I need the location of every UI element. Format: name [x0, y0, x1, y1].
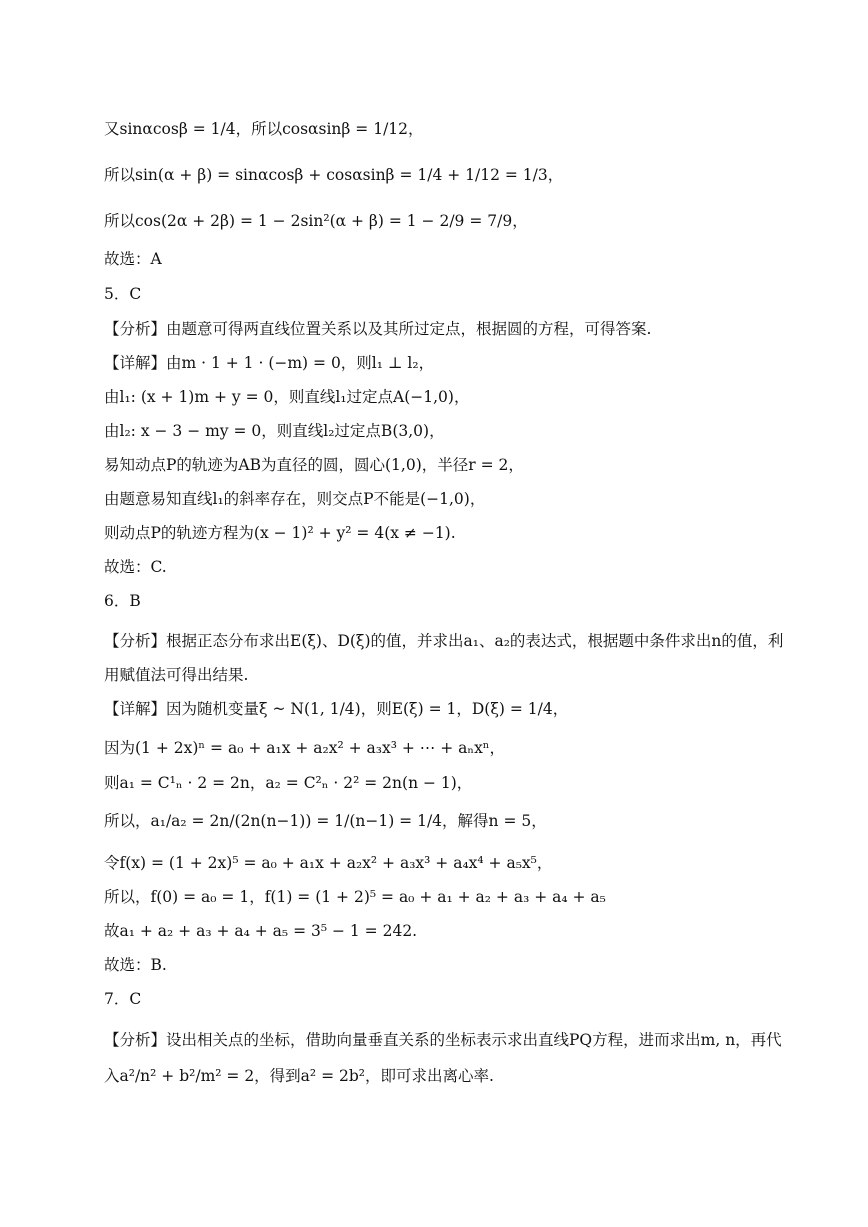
text-line: 故选：C.: [104, 558, 167, 576]
text-line: 故a₁ + a₂ + a₃ + a₄ + a₅ = 3⁵ − 1 = 242.: [104, 922, 418, 940]
text-line: 易知动点P的轨迹为AB为直径的圆，圆心(1,0)，半径r = 2，: [104, 456, 524, 474]
text-line: 则动点P的轨迹方程为(x − 1)² + y² = 4(x ≠ −1).: [104, 524, 456, 542]
text-line: 所以，a₁/a₂ = 2n/(2n(n−1)) = 1/(n−1) = 1/4，解得n = 5，: [104, 812, 547, 830]
text-line: 又sinαcosβ = 1/4，所以cosαsinβ = 1/12，: [104, 120, 424, 138]
text-line: 故选：A: [104, 250, 162, 268]
text-line: 所以，f(0) = a₀ = 1，f(1) = (1 + 2)⁵ = a₀ + a₁ + a₂ + a₃ + a₄ + a₅: [104, 888, 606, 906]
question-number: 7．C: [104, 990, 142, 1008]
question-number: 6．B: [104, 592, 141, 610]
text-line: 所以sin(α + β) = sinαcosβ + cosαsinβ = 1/4 + 1/12 = 1/3，: [104, 166, 564, 184]
text-line: 由l₂: x − 3 − my = 0，则直线l₂过定点B(3,0)，: [104, 422, 445, 440]
question-number: 5．C: [104, 285, 142, 303]
analysis-paragraph: 【分析】设出相关点的坐标，借助向量垂直关系的坐标表示求出直线PQ方程，进而求出m, n，再代入a²/n² + b²/m² = 2，得到a² = 2b²，即可求出离心率.: [104, 1031, 782, 1085]
text-line: 由题意易知直线l₁的斜率存在，则交点P不能是(−1,0)，: [104, 490, 486, 508]
text-line: 因为(1 + 2x)ⁿ = a₀ + a₁x + a₂x² + a₃x³ + ⋯ + aₙxⁿ，: [104, 739, 506, 757]
analysis-paragraph: 【分析】由题意可得两直线位置关系以及其所过定点，根据圆的方程，可得答案.: [104, 320, 652, 338]
analysis-paragraph: 【分析】根据正态分布求出E(ξ)、D(ξ)的值，并求出a₁、a₂的表达式，根据题中条件求出n的值，利用赋值法可得出结果.: [104, 632, 784, 684]
text-line: 所以cos(2α + 2β) = 1 − 2sin²(α + β) = 1 − 2/9 = 7/9，: [104, 212, 528, 230]
detail-paragraph: 【详解】因为随机变量ξ ~ N(1, 1/4)，则E(ξ) = 1，D(ξ) = 1/4，: [104, 700, 569, 718]
text-line: 则a₁ = C¹ₙ · 2 = 2n，a₂ = C²ₙ · 2² = 2n(n − 1)，: [104, 774, 473, 792]
text-line: 令f(x) = (1 + 2x)⁵ = a₀ + a₁x + a₂x² + a₃x³ + a₄x⁴ + a₅x⁵，: [104, 854, 553, 872]
text-line: 故选：B.: [104, 956, 167, 974]
text-line: 由l₁: (x + 1)m + y = 0，则直线l₁过定点A(−1,0)，: [104, 388, 470, 406]
detail-paragraph: 【详解】由m · 1 + 1 · (−m) = 0，则l₁ ⊥ l₂，: [104, 354, 435, 372]
